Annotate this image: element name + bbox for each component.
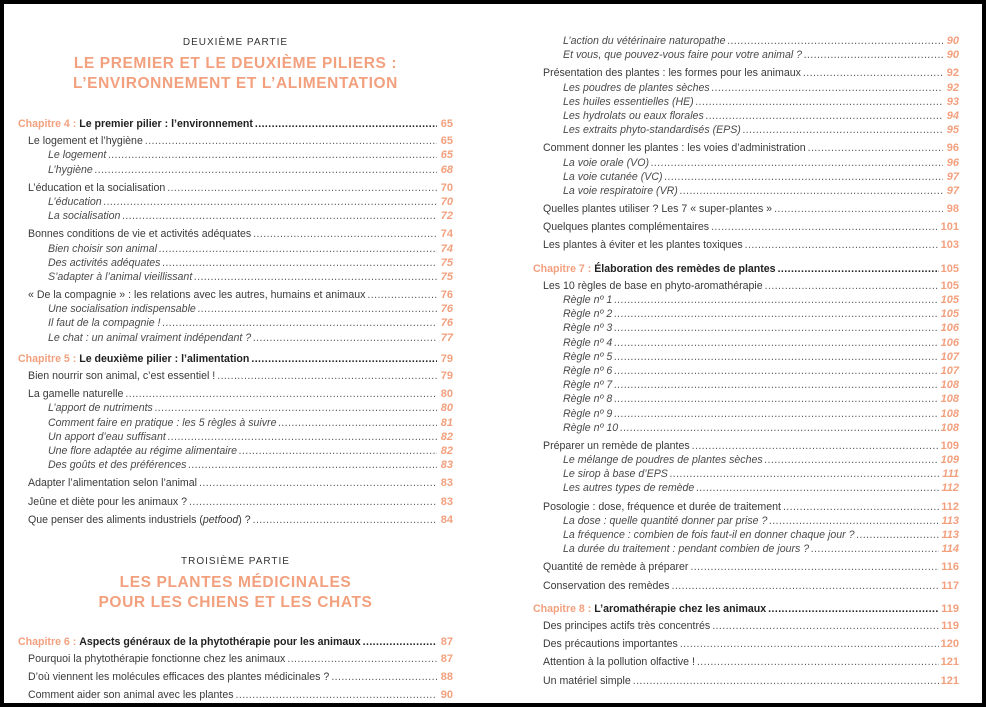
toc-subentry[interactable]: Des activités adéquates ..... 75 <box>18 256 453 270</box>
toc-subentry[interactable]: Une socialisation indispensable ..... 76 <box>18 302 453 316</box>
right-page <box>533 4 959 688</box>
page-number: 119 <box>941 602 959 615</box>
toc-entry[interactable]: Les 10 règles de base en phyto-aromathérapie ..... 105 <box>533 279 959 293</box>
part-3-header <box>18 555 453 613</box>
toc-subentry[interactable]: L’action du vétérinaire naturopathe ..... 90 <box>533 34 959 48</box>
toc-entry[interactable]: « De la compagnie » : les relations avec les autres, humains et animaux ..... 76 <box>18 288 453 302</box>
toc-subentry[interactable]: La socialisation ..... 72 <box>18 209 453 223</box>
toc-entry[interactable]: Le logement et l’hygiène ..... 65 <box>18 134 453 148</box>
part-title-line-2: L’ENVIRONNEMENT ET L’ALIMENTATION <box>73 75 398 92</box>
toc-subentry[interactable]: Règle nº 4 ..... 106 <box>533 336 959 350</box>
toc-subentry[interactable]: La fréquence : combien de fois faut-il en donner chaque jour ? ..... 113 <box>533 528 959 542</box>
toc-subentry[interactable]: Le mélange de poudres de plantes sèches ..... 109 <box>533 453 959 467</box>
part-title-line-1: LE PREMIER ET LE DEUXIÈME PILIERS : <box>73 55 398 72</box>
toc-entry[interactable]: Un matériel simple ..... 121 <box>533 674 959 688</box>
toc-chapter-8[interactable] <box>533 602 959 616</box>
toc-chapter-4[interactable] <box>18 117 453 131</box>
toc-subentry[interactable]: Règle nº 1 ..... 105 <box>533 293 959 307</box>
toc-subentry[interactable]: Règle nº 6 ..... 107 <box>533 364 959 378</box>
chapter-label: Chapitre 8 : <box>533 602 592 615</box>
chapter-label: Chapitre 4 : <box>18 118 77 130</box>
toc-entry[interactable]: Posologie : dose, fréquence et durée de traitement ..... 112 <box>533 500 959 514</box>
toc-subentry[interactable]: Règle nº 7 ..... 108 <box>533 378 959 392</box>
part-2-header <box>18 36 453 94</box>
toc-entry[interactable]: Quelles plantes utiliser ? Les 7 « super-plantes » ..... 98 <box>533 202 959 216</box>
toc-subentry[interactable]: L’hygiène ..... 68 <box>18 163 453 177</box>
toc-subentry[interactable]: S’adapter à l’animal vieillissant ..... 75 <box>18 270 453 284</box>
toc-entry[interactable]: Quantité de remède à préparer ..... 116 <box>533 560 959 574</box>
toc-subentry[interactable]: Les extraits phyto-standardisés (EPS) ..... 95 <box>533 123 959 137</box>
chapter-title: Élaboration des remèdes de plantes <box>594 262 776 275</box>
toc-entry[interactable]: Préparer un remède de plantes ..... 109 <box>533 439 959 453</box>
toc-chapter-7[interactable] <box>533 262 959 276</box>
toc-subentry[interactable]: L’éducation ..... 70 <box>18 195 453 209</box>
chapter-title: L’aromathérapie chez les animaux <box>594 602 767 615</box>
toc-subentry[interactable]: Les huiles essentielles (HE) ..... 93 <box>533 95 959 109</box>
toc-subentry[interactable]: Un apport d’eau suffisant ..... 82 <box>18 430 453 444</box>
toc-entry[interactable]: Que penser des aliments industriels (petfood) ? ..... 84 <box>18 513 453 527</box>
chapter-title: Le deuxième pilier : l’alimentation <box>79 352 250 365</box>
toc-entry[interactable]: Jeûne et diète pour les animaux ? ..... 83 <box>18 495 453 509</box>
toc-subentry[interactable]: Et vous, que pouvez-vous faire pour votre animal ? ..... 90 <box>533 48 959 62</box>
toc-entry[interactable]: Des précautions importantes ..... 120 <box>533 637 959 651</box>
chapter-title: Aspects généraux de la phytothérapie pour les animaux <box>79 635 361 648</box>
part-label: TROISIÈME PARTIE <box>181 555 290 567</box>
page-number: 65 <box>440 118 453 130</box>
toc-subentry[interactable]: Règle nº 8 ..... 108 <box>533 392 959 406</box>
toc-subentry[interactable]: Il faut de la compagnie ! ..... 76 <box>18 316 453 330</box>
toc-subentry[interactable]: Les autres types de remède ..... 112 <box>533 481 959 495</box>
part-title-line-1: LES PLANTES MÉDICINALES <box>119 573 352 591</box>
page-number: 87 <box>440 635 453 648</box>
chapter-label: Chapitre 7 : <box>533 262 592 275</box>
toc-entry[interactable]: D’où viennent les molécules efficaces des plantes médicinales ? ..... 88 <box>18 670 453 684</box>
part-label: DEUXIÈME PARTIE <box>182 37 289 48</box>
toc-subentry[interactable]: La durée du traitement : pendant combien de jours ? ..... 114 <box>533 542 959 556</box>
toc-subentry[interactable]: Règle nº 10 ..... 108 <box>533 421 959 435</box>
toc-entry[interactable]: La gamelle naturelle ..... 80 <box>18 387 453 401</box>
chapter-label: Chapitre 6 : <box>18 635 77 648</box>
toc-subentry[interactable]: La voie orale (VO) ..... 96 <box>533 156 959 170</box>
toc-entry[interactable]: Attention à la pollution olfactive ! ..... 121 <box>533 655 959 669</box>
page-number: 105 <box>940 262 959 275</box>
toc-entry[interactable]: Présentation des plantes : les formes pour les animaux ..... 92 <box>533 66 959 80</box>
toc-subentry[interactable]: Règle nº 9 ..... 108 <box>533 407 959 421</box>
toc-entry[interactable]: Comment donner les plantes : les voies d’administration ..... 96 <box>533 141 959 155</box>
toc-entry[interactable]: L’éducation et la socialisation ..... 70 <box>18 181 453 195</box>
chapter-label: Chapitre 5 : <box>18 352 77 365</box>
toc-subentry[interactable]: La voie cutanée (VC) ..... 97 <box>533 170 959 184</box>
toc-entry[interactable]: Conservation des remèdes ..... 117 <box>533 579 959 593</box>
toc-entry[interactable]: Pourquoi la phytothérapie fonctionne chez les animaux ..... 87 <box>18 652 453 666</box>
toc-entry[interactable]: Les plantes à éviter et les plantes toxiques ..... 103 <box>533 238 959 252</box>
toc-subentry[interactable]: Le logement ..... 65 <box>18 148 453 162</box>
toc-subentry[interactable]: Une flore adaptée au régime alimentaire ..... 82 <box>18 444 453 458</box>
part-title-line-2: POUR LES CHIENS ET LES CHATS <box>98 593 373 611</box>
toc-entry[interactable]: Quelques plantes complémentaires ..... 101 <box>533 220 959 234</box>
toc-subentry[interactable]: La dose : quelle quantité donner par prise ? ..... 113 <box>533 514 959 528</box>
toc-subentry[interactable]: Les poudres de plantes sèches ..... 92 <box>533 81 959 95</box>
toc-subentry[interactable]: Le sirop à base d’EPS ..... 111 <box>533 467 959 481</box>
book-spread <box>4 4 982 703</box>
toc-subentry[interactable]: La voie respiratoire (VR) ..... 97 <box>533 184 959 198</box>
toc-subentry[interactable]: Règle nº 3 ..... 106 <box>533 321 959 335</box>
page-number: 79 <box>440 352 453 365</box>
toc-entry[interactable]: Comment aider son animal avec les plantes ..... 90 <box>18 688 453 702</box>
toc-chapter-6[interactable] <box>18 635 453 649</box>
toc-entry[interactable]: Bien nourrir son animal, c’est essentiel ! ..... 79 <box>18 369 453 383</box>
toc-subentry[interactable]: Bien choisir son animal ..... 74 <box>18 242 453 256</box>
toc-entry[interactable]: Des principes actifs très concentrés ..... 119 <box>533 619 959 633</box>
toc-entry[interactable]: Bonnes conditions de vie et activités adéquates ..... 74 <box>18 227 453 241</box>
toc-subentry[interactable]: Règle nº 2 ..... 105 <box>533 307 959 321</box>
toc-subentry[interactable]: Le chat : un animal vraiment indépendant ? ..... 77 <box>18 331 453 345</box>
toc-subentry[interactable]: Comment faire en pratique : les 5 règles à suivre ..... 81 <box>18 416 453 430</box>
toc-subentry[interactable]: Les hydrolats ou eaux florales ..... 94 <box>533 109 959 123</box>
toc-subentry[interactable]: L’apport de nutriments ..... 80 <box>18 401 453 415</box>
toc-chapter-5[interactable] <box>18 352 453 366</box>
left-page <box>18 4 453 703</box>
chapter-title: Le premier pilier : l’environnement <box>79 118 253 130</box>
toc-subentry[interactable]: Règle nº 5 ..... 107 <box>533 350 959 364</box>
toc-subentry[interactable]: Des goûts et des préférences ..... 83 <box>18 458 453 472</box>
toc-entry[interactable]: Adapter l’alimentation selon l’animal ..... 83 <box>18 476 453 490</box>
